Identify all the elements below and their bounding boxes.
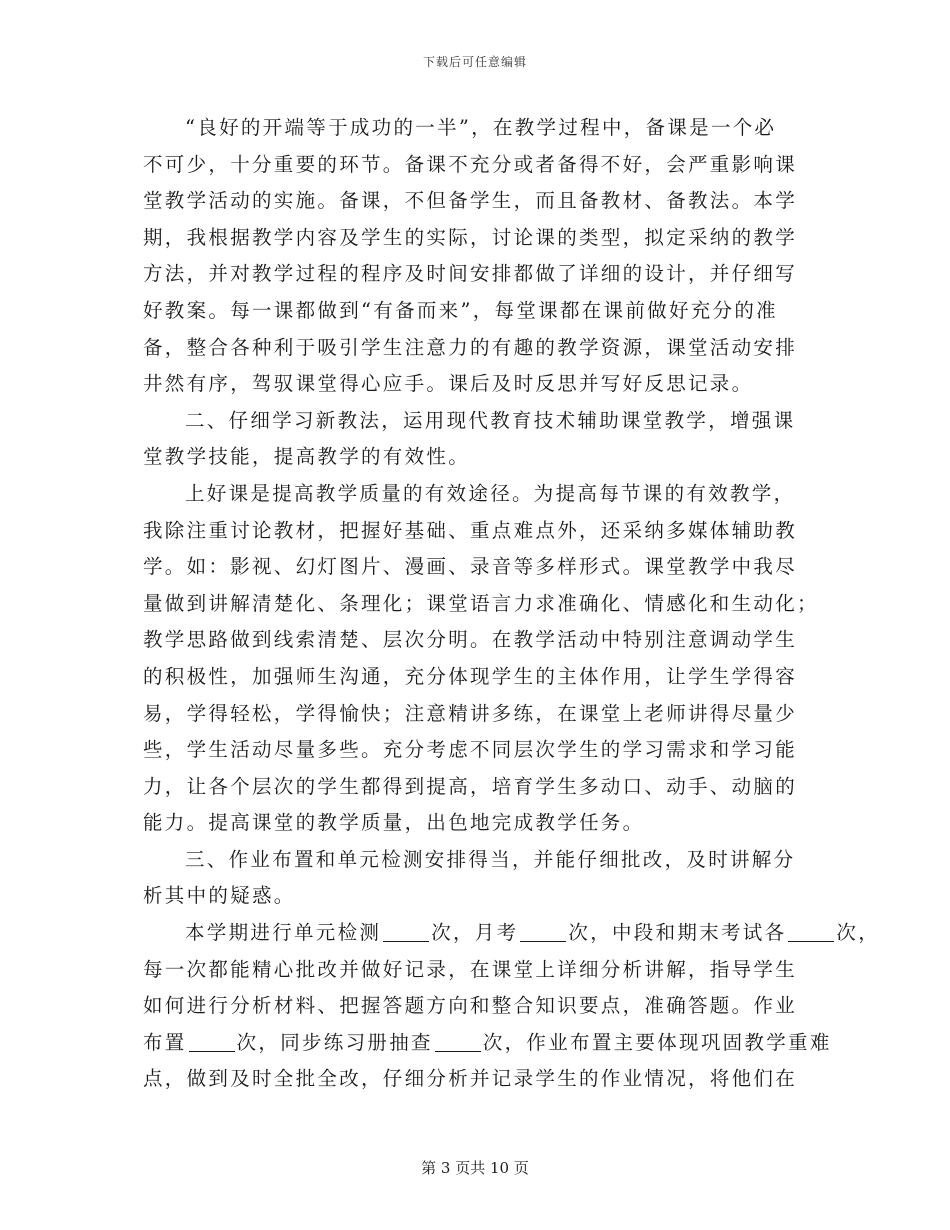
paragraph-line: 点，做到及时全批全改，仔细分析并记录学生的作业情况，将他们在 [143,1067,798,1091]
text-segment: 本学期进行单元检测 [185,921,382,945]
paragraph-line: 期，我根据教学内容及学生的实际，讨论课的类型，拟定采纳的教学 [143,225,798,249]
paragraph-line: 上好课是提高教学质量的有效途径。为提高每节课的有效教学， [185,481,796,505]
paragraph-line: 不可少，十分重要的环节。备课不充分或者备得不好，会严重影响课 [143,152,798,176]
text-segment: 次，中段和期末考试各 [568,921,787,945]
fill-in-blank [435,1029,481,1052]
fill-in-blank [189,1029,235,1052]
paragraph-line: 井然有序，驾驭课堂得心应手。课后及时反思并写好反思记录。 [143,372,754,396]
paragraph-line: 教学思路做到线索清楚、层次分明。在教学活动中特别注意调动学生 [143,628,798,652]
paragraph-line: 备，整合各种利于吸引学生注意力的有趣的教学资源，课堂活动安排 [143,335,798,359]
text-segment: 次，同步练习册抽查 [236,1030,433,1054]
paragraph-line: 力，让各个层次的学生都得到提高，培育学生多动口、动手、动脑的 [143,774,798,798]
paragraph-line: 量做到讲解清楚化、条理化；课堂语言力求准确化、情感化和生动化； [143,591,819,615]
fill-in-blank [788,919,834,942]
fill-in-blank [383,919,429,942]
section-heading-line: 析其中的疑惑。 [143,884,296,908]
paragraph-line: 的积极性，加强师生沟通，充分体现学生的主体作用，让学生学得容 [143,664,798,688]
text-segment: 次，月考 [431,921,519,945]
paragraph-line [143,1025,832,1062]
text-segment: 布置 [143,1030,187,1054]
document-body [143,110,881,1098]
page-footer: 第 3 页共 10 页 [421,1159,529,1177]
paragraph-line: 堂教学活动的实施。备课，不但备学生，而且备教材、备教法。本学 [143,189,798,213]
page-header: 下载后可任意编辑 [422,55,527,69]
text-segment: 次， [836,921,881,945]
text-segment: 次，作业布置主要体现巩固教学重难 [482,1030,832,1054]
paragraph-line [143,915,881,952]
section-heading-line: 三、作业布置和单元检测安排得当，并能仔细批改，及时讲解分 [185,847,796,871]
paragraph-line: 些，学生活动尽量多些。充分考虑不同层次学生的学习需求和学习能 [143,738,798,762]
paragraph-line: 能力。提高课堂的教学质量，出色地完成教学任务。 [143,811,645,835]
paragraph-line: “良好的开端等于成功的一半”，在教学过程中，备课是一个必 [185,116,777,139]
paragraph-line: 好教案。每一课都做到“有备而来”，每堂课都在课前做好充分的准 [143,298,778,322]
paragraph-line: 方法，并对教学过程的程序及时间安排都做了详细的设计，并仔细写 [143,262,798,286]
paragraph-line: 我除注重讨论教材，把握好基础、重点难点外，还采纳多媒体辅助教 [143,518,798,542]
paragraph-line: 学。如：影视、幻灯图片、漫画、录音等多样形式。课堂教学中我尽 [143,555,798,579]
paragraph-line: 如何进行分析材料、把握答题方向和整合知识要点，准确答题。作业 [143,994,798,1018]
fill-in-blank [520,919,566,942]
paragraph-line: 易，学得轻松，学得愉快；注意精讲多练，在课堂上老师讲得尽量少 [143,701,798,725]
section-heading-line: 二、仔细学习新教法，运用现代教育技术辅助课堂教学，增强课 [185,408,796,432]
section-heading-line: 堂教学技能，提高教学的有效性。 [143,445,471,469]
paragraph-line: 每一次都能精心批改并做好记录，在课堂上详细分析讲解，指导学生 [143,957,798,981]
